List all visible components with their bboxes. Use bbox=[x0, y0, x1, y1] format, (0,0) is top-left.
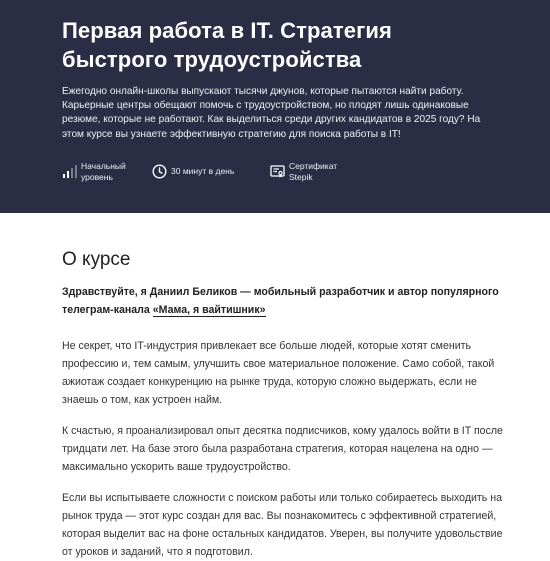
about-paragraph-2: К счастью, я проанализировал опыт десятка подписчиков, кому удалось войти в IT после тридцати лет. На базе этого была разработана стратегия, которая нацелена на одно — максимально ускорить ваше трудоустройство. bbox=[62, 425, 503, 473]
about-paragraph-3: Если вы испытываете сложности с поиском работы или только собираетесь выходить на рынок труда — этот курс создан для вас. Вы познакомитесь с эффективной стратегией, которая выделит вас на фоне остальных кандидатов. Уверен, вы получите удовольствие от уроков и заданий, что я подготовил. bbox=[62, 492, 503, 558]
meta-certificate bbox=[270, 160, 380, 184]
author-intro-text: Здравствуйте, я Даниил Беликов — мобильный разработчик и автор популярного телеграм-канала bbox=[62, 286, 499, 316]
about-section bbox=[62, 247, 510, 561]
level-bars-icon bbox=[62, 164, 77, 179]
course-meta bbox=[62, 160, 522, 184]
about-paragraph-1: Не секрет, что IT-индустрия привлекает все больше людей, которые хотят сменить профессию и, тем самым, улучшить свое материальное положение. Само собой, такой ажиотаж создает конкуренцию на рынке труда, которую сложно выдержать, если не знаешь о том, как устроен найм. bbox=[62, 340, 495, 406]
course-description: Ежегодно онлайн-школы выпускают тысячи джунов, которые пытаются найти работу. Карьерные центры обещают помочь с трудоустройством, но плодят лишь одинаковые резюме, которые не работают. Как выделиться среди других кандидатов в 2025 году? На этом курсе вы узнаете эффективную стратегию для поиска работы в IT! bbox=[62, 86, 481, 140]
about-title: О курсе bbox=[62, 249, 131, 270]
meta-certificate-label: Сертификат Stepik bbox=[289, 161, 338, 182]
course-hero bbox=[0, 0, 550, 213]
clock-icon bbox=[152, 164, 167, 179]
certificate-icon bbox=[270, 164, 285, 179]
course-title: Первая работа в IT. Стратегия быстрого трудоустройства bbox=[62, 18, 392, 72]
author-intro bbox=[62, 283, 510, 319]
meta-level bbox=[62, 160, 152, 184]
meta-time bbox=[152, 160, 272, 184]
telegram-channel-link[interactable]: «Мама, я вайтишник» bbox=[152, 304, 266, 316]
meta-time-label: 30 минут в день bbox=[171, 166, 235, 176]
meta-level-label: Начальный уровень bbox=[81, 161, 126, 182]
